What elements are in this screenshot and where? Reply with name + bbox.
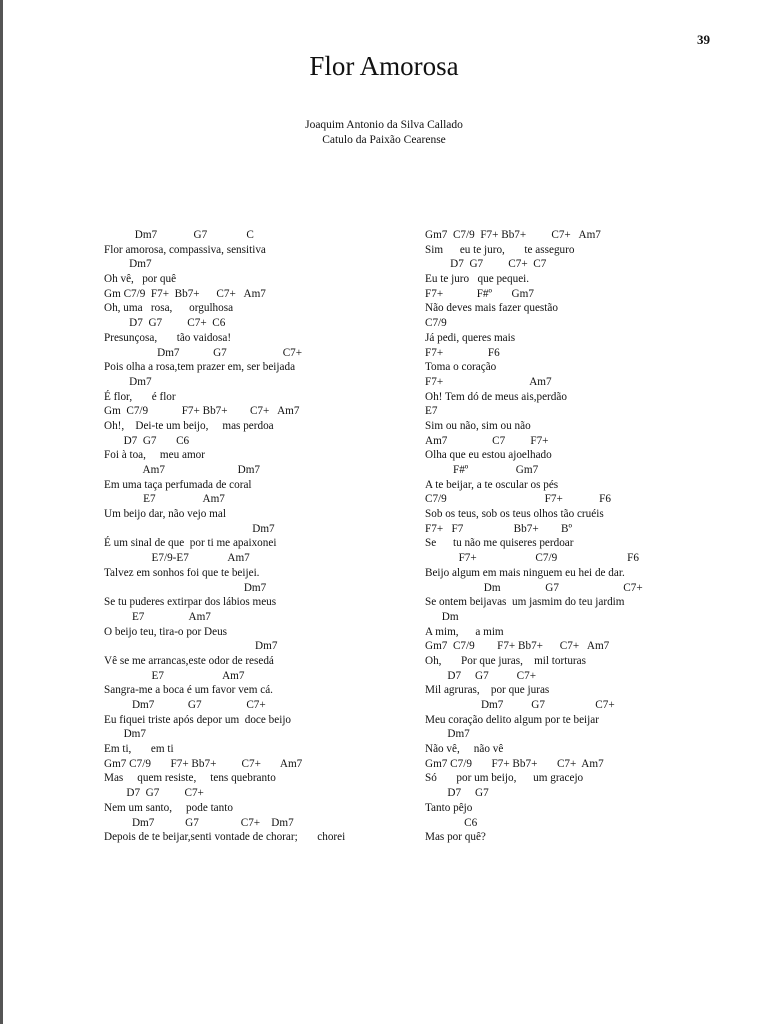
- chord-line: Dm7: [104, 581, 267, 594]
- chord-line: C6: [425, 816, 478, 829]
- chord-line: D7 G7 C7+ C6: [104, 317, 226, 330]
- chord-line: Dm7 G7 C7+ Dm7: [104, 816, 294, 829]
- chord-line: Gm7 C7/9 F7+ Bb7+ C7+ Am7: [425, 757, 604, 770]
- chord-line: Dm7: [425, 728, 470, 741]
- lyric-line: Vê se me arrancas,este odor de resedá: [104, 654, 274, 667]
- lyric-line: Foi à toa, meu amor: [104, 449, 205, 462]
- left-column: [104, 228, 404, 845]
- lyric-line: Já pedi, queres mais: [425, 331, 516, 344]
- chord-line: D7 G7 C7+: [425, 669, 537, 682]
- chord-line: F7+ F7 Bb7+ Bº: [425, 522, 572, 535]
- chord-line: F7+ F#º Gm7: [425, 287, 534, 300]
- lyric-line: Não vê, não vê: [425, 743, 504, 756]
- lyric-line: Não deves mais fazer questão: [425, 302, 558, 315]
- lyric-line: Sob os teus, sob os teus olhos tão cruéis: [425, 508, 604, 521]
- chord-line: Dm7: [104, 728, 146, 741]
- chord-line: Dm7 G7 C7+: [104, 346, 303, 359]
- lyric-line: É um sinal de que por ti me apaixonei: [104, 537, 277, 550]
- lyric-line: É flor, é flor: [104, 390, 176, 403]
- lyric-line: Sim ou não, sim ou não: [425, 419, 531, 432]
- chord-line: E7 Am7: [104, 493, 225, 506]
- authors: [0, 118, 768, 148]
- song-title: Flor Amorosa: [309, 51, 459, 81]
- lyric-line: Talvez em sonhos foi que te beijei.: [104, 566, 260, 579]
- chord-line: Gm C7/9 F7+ Bb7+ C7+ Am7: [104, 405, 300, 418]
- chord-line: Gm7 C7/9 F7+ Bb7+ C7+ Am7: [104, 757, 303, 770]
- chord-line: F7+ F6: [425, 346, 500, 359]
- lyric-line: Sangra-me a boca é um favor vem cá.: [104, 684, 273, 697]
- chord-line: F#º Gm7: [425, 464, 539, 476]
- chord-line: E7 Am7: [104, 610, 211, 623]
- lyric-line: Se ontem beijavas um jasmim do teu jardim: [425, 596, 625, 609]
- chord-line: Dm G7 C7+: [425, 581, 643, 594]
- chord-line: Dm7: [104, 522, 275, 535]
- chord-line: Dm7 G7 C7+: [425, 699, 615, 711]
- chord-line: Dm7 G7 C: [104, 229, 254, 241]
- chord-line: Dm: [425, 610, 459, 623]
- chord-line: D7 G7 C7+ C7: [425, 258, 547, 271]
- lyric-line: Sim eu te juro, te asseguro: [425, 243, 575, 256]
- lyric-line: O beijo teu, tira-o por Deus: [104, 625, 228, 638]
- lyric-line: Olha que eu estou ajoelhado: [425, 449, 552, 462]
- lyric-line: Meu coração delito algum por te beijar: [425, 713, 599, 726]
- lyric-line: Nem um santo, pode tanto: [104, 801, 233, 814]
- chord-line: E7/9-E7 Am7: [104, 552, 250, 565]
- lyric-line: Se tu puderes extirpar dos lábios meus: [104, 596, 277, 609]
- lyric-line: Oh!, Dei-te um beijo, mas perdoa: [104, 419, 274, 432]
- composer: Joaquim Antonio da Silva Callado: [305, 119, 463, 131]
- chord-line: D7 G7 C7+: [104, 787, 204, 800]
- lyric-line: Se tu não me quiseres perdoar: [425, 537, 574, 550]
- chord-line: E7 Am7: [104, 669, 245, 682]
- chord-line: Am7 Dm7: [104, 464, 261, 476]
- lyric-line: Oh, uma rosa, orgulhosa: [104, 302, 234, 315]
- chord-line: D7 G7 C6: [104, 434, 190, 447]
- chord-line: Gm7 C7/9 F7+ Bb7+ C7+ Am7: [425, 640, 610, 653]
- lyric-line: Eu te juro que pequei.: [425, 273, 530, 286]
- lyric-line: Tanto pêjo: [425, 801, 473, 814]
- chord-line: Gm C7/9 F7+ Bb7+ C7+ Am7: [104, 287, 266, 300]
- chord-line: Am7 C7 F7+: [425, 434, 549, 447]
- lyric-line: A mim, a mim: [425, 625, 504, 638]
- lyric-line: Oh vê, por quê: [104, 273, 177, 286]
- lyric-line: Beijo algum em mais ninguem eu hei de dar.: [425, 566, 625, 579]
- chord-line: Gm7 C7/9 F7+ Bb7+ C7+ Am7: [425, 229, 601, 241]
- lyric-line: Flor amorosa, compassiva, sensitiva: [104, 243, 266, 256]
- chord-line: Dm7: [104, 375, 152, 388]
- lyric-line: Depois de te beijar,senti vontade de chorar; chorei: [104, 831, 346, 844]
- chord-line: C7/9: [425, 317, 447, 330]
- page-number: 39: [697, 32, 710, 47]
- lyric-line: Eu fiquei triste após depor um doce beijo: [104, 713, 292, 726]
- lyric-line: Em uma taça perfumada de coral: [104, 478, 252, 491]
- page-edge: [0, 0, 3, 1024]
- chord-line: Dm7: [104, 258, 152, 271]
- lyric-line: Oh! Tem dó de meus ais,perdão: [425, 390, 567, 403]
- chord-line: Dm7 G7 C7+: [104, 699, 266, 711]
- lyric-line: A te beijar, a te oscular os pés: [425, 478, 559, 491]
- chord-line: C7/9 F7+ F6: [425, 493, 611, 506]
- right-column: [425, 228, 725, 845]
- lyric-line: Mas quem resiste, tens quebranto: [104, 772, 276, 785]
- lyric-line: Presunçosa, tão vaidosa!: [104, 331, 232, 344]
- chord-line: F7+ Am7: [425, 375, 552, 388]
- lyric-line: Mas por quê?: [425, 831, 486, 844]
- chord-line: E7: [425, 405, 438, 418]
- lyric-line: Só por um beijo, um gracejo: [425, 772, 584, 785]
- lyric-line: Pois olha a rosa,tem prazer em, ser beijada: [104, 361, 296, 374]
- lyric-line: Mil agruras, por que juras: [425, 684, 550, 697]
- lyricist: Catulo da Paixão Cearense: [322, 134, 446, 146]
- lyric-line: Em ti, em ti: [104, 743, 174, 756]
- chord-line: Dm7: [104, 640, 278, 653]
- lyric-line: Toma o coração: [425, 361, 497, 374]
- chord-line: D7 G7: [425, 787, 489, 800]
- lyric-line: Um beijo dar, não vejo mal: [104, 508, 226, 521]
- lyric-line: Oh, Por que juras, mil torturas: [425, 654, 586, 667]
- chord-line: F7+ C7/9 F6: [425, 552, 639, 565]
